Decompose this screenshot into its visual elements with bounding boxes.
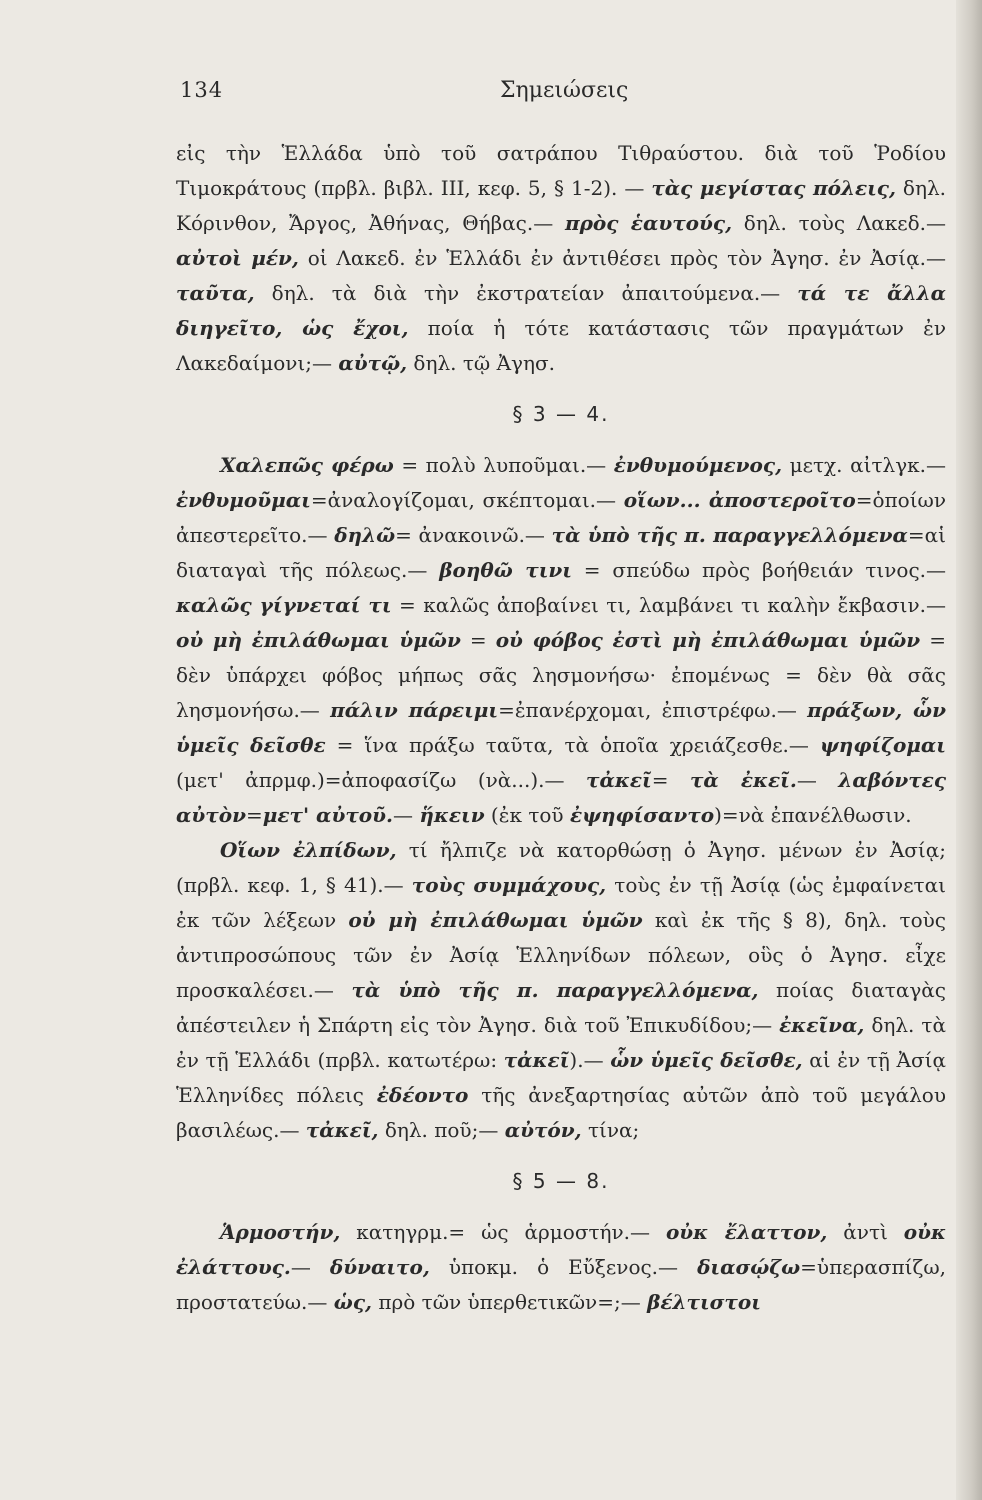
paragraph-oion-elpidon (176, 833, 946, 1148)
text-run: δηλ. τὰ διὰ τὴν ἐκστρατείαν ἀπαιτούμενα.— (254, 281, 798, 305)
running-title: Σημειώσεις (500, 78, 629, 103)
lemma: Ἁρμοστήν, (220, 1220, 341, 1244)
lemma: οὐκ ἔλαττον, (665, 1220, 828, 1244)
lemma: τὰ ὑπὸ τῆς π. παραγγελλόμενα (551, 523, 908, 547)
text-run: =αἱ διαταγαὶ τῆς πόλεως.— (176, 523, 947, 582)
text-run: — (796, 768, 839, 792)
text-run: αἱ ἐν τῇ Ἀσίᾳ Ἑλληνίδες πόλεις (176, 1048, 946, 1107)
text-run: — (392, 803, 420, 827)
text-run: — (290, 1255, 330, 1279)
lemma: διασῴζω (697, 1255, 801, 1279)
lemma: αὐτῷ, (338, 351, 408, 375)
text-run: ὑποκμ. ὁ Εὔξενος.— (429, 1255, 698, 1279)
text-run: ).— (569, 1048, 611, 1072)
lemma: ὧν ὑμεῖς δεῖσθε, (610, 1048, 803, 1072)
lemma: λαβόντες αὐτὸν (176, 768, 947, 827)
lemma: μετ' αὐτοῦ. (262, 803, 393, 827)
lemma: ταῦτα, (176, 281, 255, 305)
page-edge-shadow (956, 0, 982, 1500)
text-run: ποία ἡ τότε κατάστασις τῶν πραγμάτων ἐν Λακεδαίμονι;— (176, 316, 946, 375)
lemma: τἀκεῖ, (305, 1118, 379, 1142)
lemma: πρὸς ἑαυτούς, (564, 211, 733, 235)
text-run: =ἀναλογίζομαι, σκέπτομαι.— (310, 488, 624, 512)
text-run: )=νὰ ἐπανέλθωσιν. (714, 803, 912, 827)
lemma: οὐκ ἐλάττους. (176, 1220, 946, 1279)
paragraph-continuation (176, 136, 946, 381)
lemma: ἐψηφίσαντο (569, 803, 715, 827)
text-run: = (245, 803, 263, 827)
text-run: = δὲν ὑπάρχει φόβος μήπως σᾶς λησμονήσω· ἐπομένως = δὲν θὰ σᾶς λησμονήσω.— (176, 628, 946, 722)
section-heading-5-8: § 5 — 8. (512, 1169, 610, 1193)
text-run: οἱ Λακεδ. ἐν Ἑλλάδι ἐν ἀντιθέσει πρὸς τὸν Ἀγησ. ἐν Ἀσίᾳ.— (298, 246, 947, 270)
lemma: τἀκεῖ (586, 768, 652, 792)
text-run: καὶ ἐκ τῆς § 8), δηλ. τοὺς ἀντιπροσώπους τῶν ἐν Ἀσίᾳ Ἑλληνίδων πόλεων, οὓς ὁ Ἀγησ. εἶχε προσκαλέσει.— (176, 908, 947, 1002)
lemma: τὰ ὑπὸ τῆς π. παραγγελλόμενα, (351, 978, 759, 1002)
text-run: πρὸ τῶν ὑπερθετικῶν=;— (371, 1290, 648, 1314)
lemma: ἐκεῖνα, (779, 1013, 865, 1037)
lemma: πάλιν πάρειμι (330, 698, 499, 722)
lemma: τὰς μεγίστας πόλεις, (651, 176, 896, 200)
lemma: τἀκεῖ (503, 1048, 570, 1072)
text-run: = πολὺ λυποῦμαι.— (393, 453, 614, 477)
lemma: βέλτιστοι (647, 1290, 761, 1314)
page-number: 134 (180, 78, 224, 102)
lemma: δύναιτο, (329, 1255, 430, 1279)
lemma: δηλῶ (334, 523, 396, 547)
text-run: =ὑπερασπίζω, προστατεύω.— (176, 1255, 947, 1314)
lemma: ὡς, (333, 1290, 372, 1314)
text-run: (μετ' ἀπρμφ.)=ἀποφασίζω (νὰ...).— (176, 768, 587, 792)
text-run: = ἀνακοινῶ.— (395, 523, 552, 547)
lemma: αὐτοὶ μέν, (176, 246, 299, 270)
lemma: τοὺς συμμάχους, (411, 873, 607, 897)
text-run: (ἐκ τοῦ (484, 803, 570, 827)
text-run: =ἐπανέρχομαι, ἐπιστρέφω.— (498, 698, 808, 722)
section-heading-3-4: § 3 — 4. (512, 402, 610, 426)
text-run: = (460, 628, 496, 652)
paragraph-section-3-4 (176, 448, 946, 833)
lemma: τὰ ἐκεῖ. (689, 768, 797, 792)
text-run: = σπεύδω πρὸς βοήθειάν τινος.— (571, 558, 947, 582)
text-run: δηλ. Κόρινθον, Ἄργος, Ἀθήνας, Θήβας.— (176, 176, 946, 235)
text-run: = καλῶς ἀποβαίνει τι, λαμβάνει τι καλὴν ἔκβασιν.— (391, 593, 946, 617)
lemma: αὐτόν, (504, 1118, 582, 1142)
lemma: οἵων... ἀποστεροῖτο (623, 488, 856, 512)
lemma: βοηθῶ τινι (439, 558, 572, 582)
page-header (180, 78, 940, 118)
text-run: τῆς ἀνεξαρτησίας αὐτῶν ἀπὸ τοῦ μεγάλου βασιλέως.— (176, 1083, 946, 1142)
lemma: ψηφίζομαι (819, 733, 946, 757)
lemma: Οἵων ἐλπίδων, (220, 838, 397, 862)
paragraph-section-5-8 (176, 1215, 946, 1320)
lemma: καλῶς γίγνεταί τι (176, 593, 392, 617)
lemma: οὐ μὴ ἐπιλάθωμαι ὑμῶν (176, 628, 461, 652)
text-run: τοὺς ἐν τῇ Ἀσίᾳ (ὡς ἐμφαίνεται ἐκ τῶν λέξεων (176, 873, 946, 932)
text-run: ἀντὶ (827, 1220, 904, 1244)
text-run: δηλ. τῷ Ἀγησ. (407, 351, 555, 375)
text-run: τίνα; (581, 1118, 640, 1142)
page-body (176, 136, 946, 1320)
text-run: δηλ. τὰ ἐν τῇ Ἑλλάδι (πρβλ. κατωτέρω: (176, 1013, 947, 1072)
lemma: ἐνθυμούμενος, (613, 453, 783, 477)
lemma: ἐδέοντο (376, 1083, 469, 1107)
text-run: δηλ. τοὺς Λακεδ.— (732, 211, 946, 235)
text-run: δηλ. ποῦ;— (378, 1118, 505, 1142)
text-run: ποίας διαταγὰς ἀπέστειλεν ἡ Σπάρτη εἰς τὸν Ἀγησ. διὰ τοῦ Ἐπικυδίδου;— (176, 978, 946, 1037)
lemma: Χαλεπῶς φέρω (220, 453, 394, 477)
lemma: οὐ μὴ ἐπιλάθωμαι ὑμῶν (348, 908, 643, 932)
lemma: πράξων, ὧν ὑμεῖς δεῖσθε (176, 698, 946, 757)
text-run: τί ἤλπιζε νὰ κατορθώσῃ ὁ Ἀγησ. μένων ἐν Ἀσίᾳ; (πρβλ. κεφ. 1, § 41).— (176, 838, 947, 897)
text-run: =ὁποίων ἀπεστερεῖτο.— (176, 488, 946, 547)
lemma: ἐνθυμοῦμαι (176, 488, 311, 512)
text-run: = (651, 768, 690, 792)
text-run: εἰς τὴν Ἑλλάδα ὑπὸ τοῦ σατράπου Τιθραύστου. διὰ τοῦ Ῥοδίου Τιμοκράτους (πρβλ. βιβλ. ΙΙΙ, κεφ. 5, § 1-2). — (176, 141, 946, 200)
text-run: κατηγρμ.= ὡς ἁρμοστήν.— (340, 1220, 666, 1244)
text-run: μετχ. αἰτλγκ.— (782, 453, 947, 477)
lemma: ἥκειν (419, 803, 485, 827)
text-run: = ἵνα πράξω ταῦτα, τὰ ὁποῖα χρειάζεσθε.— (325, 733, 820, 757)
lemma: οὐ φόβος ἐστὶ μὴ ἐπιλάθωμαι ὑμῶν (495, 628, 921, 652)
lemma: τά τε ἄλλα διηγεῖτο, ὡς ἔχοι, (176, 281, 947, 340)
